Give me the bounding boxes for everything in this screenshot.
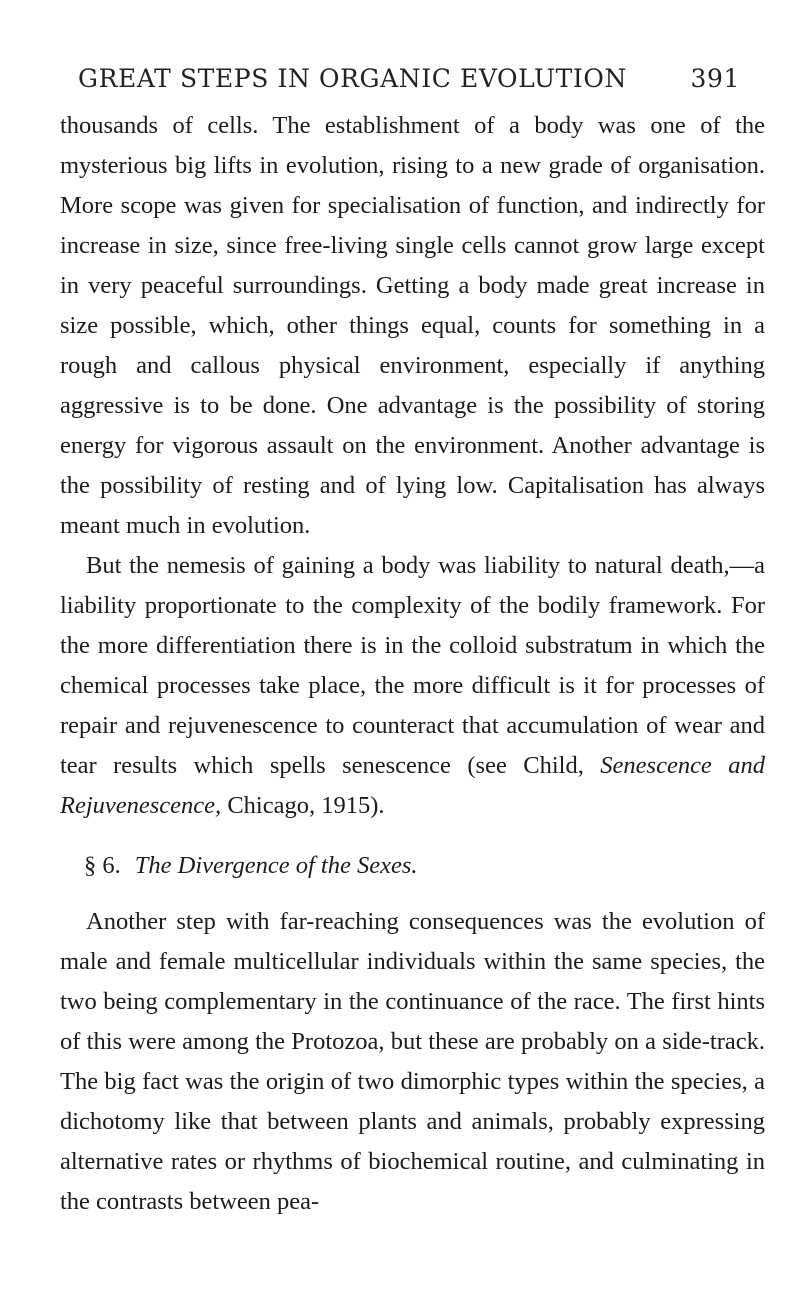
- section-number: § 6.: [84, 852, 121, 879]
- paragraph-2-text: But the nemesis of gaining a body was liability to natural death,—a liability proportionate to the complexity of the bodily framework. For the more differentiation there is in the colloid substratum in which the chemical processes take place, the more difficult is it for processes of repair and rejuvenescence to counteract that accumulation of wear and tear results which spells senescence (see Child,: [60, 552, 765, 779]
- section-title: The Divergence of the Sexes.: [134, 852, 418, 879]
- paragraph-2: [60, 546, 765, 826]
- cited-book-title: Senescence and Rejuvenescence,: [60, 752, 766, 819]
- running-title: GREAT STEPS IN ORGANIC EVOLUTION: [78, 63, 627, 93]
- page-number: 391: [690, 63, 740, 93]
- paragraph-1: thousands of cells. The establishment of a body was one of the mysterious big lifts in evolution, rising to a new grade of organisation. More scope was given for specialisation of function, and indirectly for increase in size, since free-living single cells cannot grow large except in very peaceful surroundings. Getting a body made great increase in size possible, which, other things equal, counts for something in a rough and callous physical environment, especially if anything aggressive is to be done. One advantage is the possibility of storing energy for vigorous assault on the environment. Another advantage is the possibility of resting and of lying low. Capitalisation has always meant much in evolution.: [60, 112, 765, 539]
- page-body: [60, 106, 765, 1222]
- paragraph-3: Another step with far-reaching consequences was the evolution of male and female multicellular individuals within the same species, the two being complementary in the continuance of the race. The first hints of this were among the Protozoa, but these are probably on a side-track. The big fact was the origin of two dimorphic types within the species, a dichotomy like that between plants and animals, probably expressing alternative rates or rhythms of biochemical routine, and culminating in the contrasts between pea-: [60, 908, 765, 1215]
- paragraph-2-tail: Chicago, 1915).: [221, 792, 385, 819]
- section-heading: [60, 846, 765, 886]
- running-header: [78, 58, 740, 98]
